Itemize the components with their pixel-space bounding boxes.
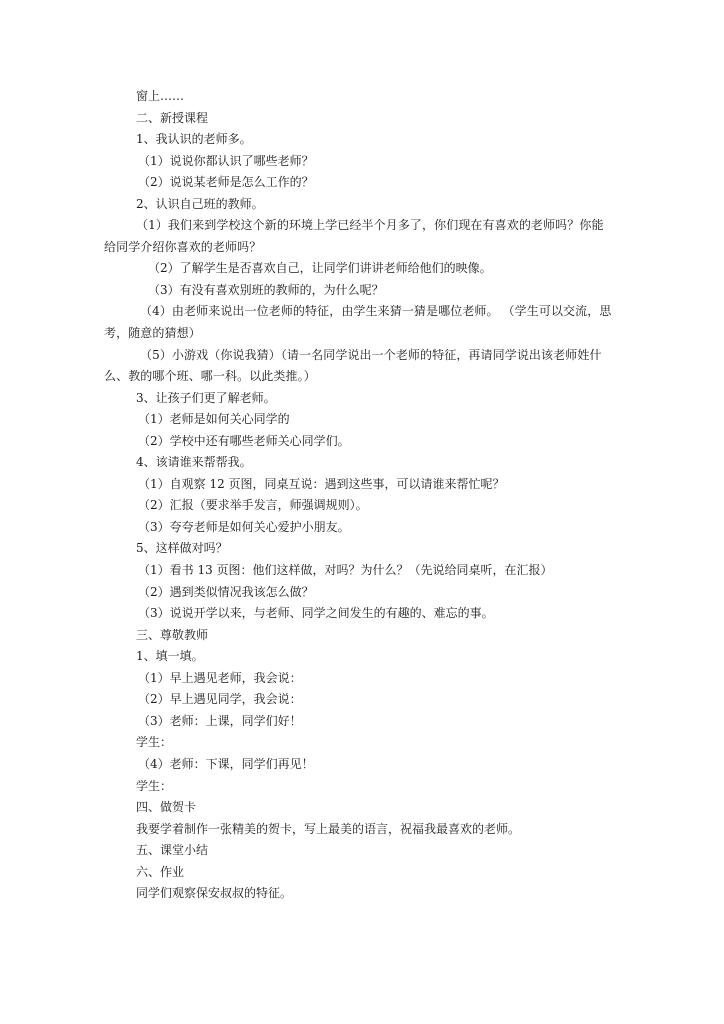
text-line: （4）老师：下课，同学们再见！ [138,756,314,771]
text-paragraph: （4）由老师来说出一位老师的特征，由学生来猜一猜是哪位老师。 （学生可以交流，思考，随意的猜想） [104,304,612,341]
text-line: （3）说说开学以来，与老师、同学之间发生的有趣的、难忘的事。 [138,606,494,621]
text-line: （2）学校中还有哪些老师关心同学们。 [138,433,350,448]
text-line: （1）看书 13 页图：他们这样做，对吗？为什么？（先说给同桌听，在汇报） [138,563,553,578]
section-heading: 五、课堂小结 [136,843,209,858]
text-line: （3）夸夸老师是如何关心爱护小朋友。 [138,519,350,534]
text-line: （1）自观察 12 页图，同桌互说：遇到这些事，可以请谁来帮忙呢？ [138,476,505,491]
subsection-heading: 4、该请谁来帮帮我。 [136,455,252,470]
text-line: 学生： [136,778,173,793]
subsection-heading: 1、我认识的老师多。 [136,132,252,147]
text-line: （1）早上遇见老师，我会说： [138,670,302,685]
text-line: （2）遇到类似情况我该怎么做？ [138,584,314,599]
text-line: （3）老师：上课，同学们好！ [138,713,302,728]
section-heading: 三、尊敬教师 [136,627,209,642]
text-line: （3）有没有喜欢别班的教师的，为什么呢？ [148,282,384,297]
text-line: 同学们观察保安叔叔的特征。 [136,886,293,901]
text-line: 我要学着制作一张精美的贺卡，写上最美的语言，祝福我最喜欢的老师。 [136,821,521,836]
text-line: （1）说说你都认识了哪些老师？ [138,153,314,168]
text-paragraph: （1）我们来到学校这个新的环境上学已经半个月多了，你们现在有喜欢的老师吗？你能给同学介绍你喜欢的老师吗？ [104,218,604,254]
text-line: （2）说说某老师是怎么工作的？ [138,175,314,190]
text-line: （1）老师是如何关心同学的 [138,412,290,427]
section-heading: 四、做贺卡 [136,800,197,815]
text-line: （2）了解学生是否喜欢自己，让同学们讲讲老师给他们的映像。 [148,261,492,276]
subsection-heading: 2、认识自己班的教师。 [136,196,264,211]
lesson-plan-text [104,86,614,905]
section-heading: 二、新授课程 [136,110,209,125]
text-line: （2）汇报（要求举手发言，师强调规则）。 [138,498,368,513]
text-line: 学生： [136,735,173,750]
subsection-heading: 3、让孩子们更了解老师。 [136,390,276,405]
text-line: （2）早上遇见同学，我会说： [138,692,302,707]
section-heading: 六、作业 [136,864,185,879]
subsection-heading: 1、填一填。 [136,649,204,664]
subsection-heading: 5、这样做对吗？ [136,541,228,556]
text-paragraph: （5）小游戏（你说我猜）（请一名同学说出一个老师的特征，再请同学说出该老师姓什么、教的哪个班、哪一科。以此类推。） [104,347,602,384]
text-line: 窗上…… [136,89,185,103]
